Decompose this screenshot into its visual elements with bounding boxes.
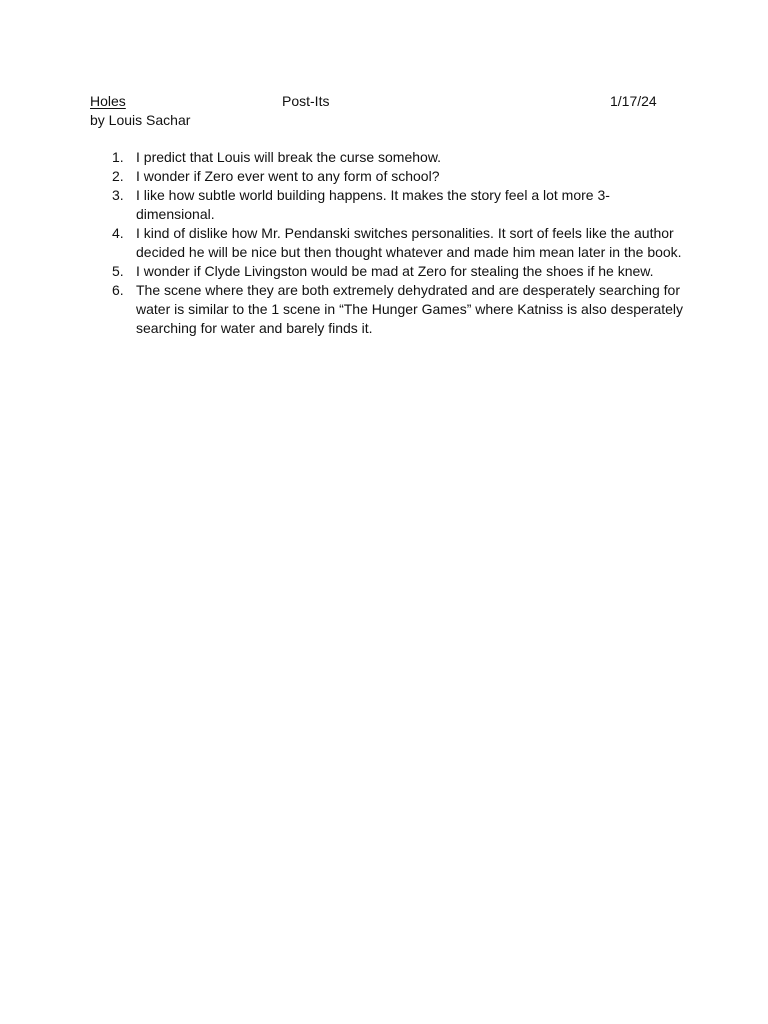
list-item-number: 2. (112, 168, 124, 184)
book-title: Holes (90, 93, 126, 109)
list-item (0, 148, 684, 167)
list-item-text: I wonder if Zero ever went to any form of school? (136, 168, 440, 184)
author-line: by Louis Sachar (90, 112, 191, 128)
list-item-number: 5. (112, 263, 124, 279)
list-item-number: 4. (112, 225, 124, 241)
list-item-number: 3. (112, 187, 124, 203)
list-item-number: 6. (112, 282, 124, 298)
list-item (0, 281, 684, 338)
list-item (0, 186, 684, 224)
post-it-notes-list (0, 148, 768, 338)
list-item-text: I predict that Louis will break the curse somehow. (136, 149, 442, 165)
list-item-text: The scene where they are both extremely dehydrated and are desperately searching for water is similar to the 1 scene in “The Hunger Games” where Katniss is also desperately searching for water and barely finds it. (136, 282, 684, 336)
list-item (0, 262, 684, 281)
list-item-text: I like how subtle world building happens. It makes the story feel a lot more 3-dimensional. (136, 187, 610, 222)
document-type-label: Post-Its (282, 93, 330, 109)
document-date: 1/17/24 (610, 93, 657, 109)
list-item (0, 167, 684, 186)
list-item-text: I wonder if Clyde Livingston would be mad at Zero for stealing the shoes if he knew. (136, 263, 654, 279)
list-item-text: I kind of dislike how Mr. Pendanski switches personalities. It sort of feels like the author decided he will be nice but then thought whatever and made him mean later in the book. (136, 225, 682, 260)
list-item-number: 1. (112, 149, 124, 165)
list-item (0, 224, 684, 262)
